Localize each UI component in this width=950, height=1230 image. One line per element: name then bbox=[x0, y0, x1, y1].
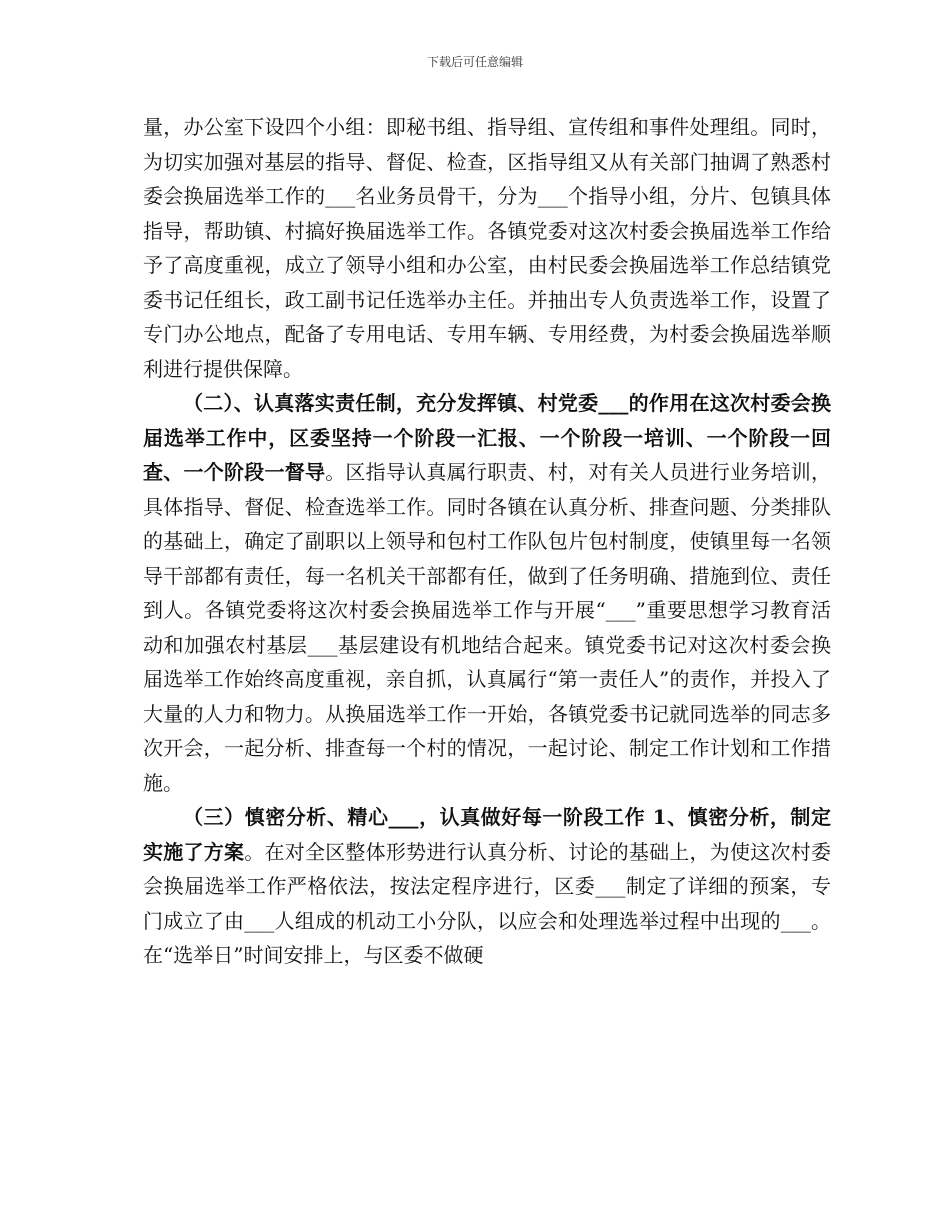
paragraph-continuation bbox=[143, 110, 831, 386]
paragraph-text: 量，办公室下设四个小组：即秘书组、指导组、宣传组和事件处理组。同时，为切实加强对基层的指导、督促、检查，区指导组又从有关部门抽调了熟悉村委会换届选举工作的___名业务员骨干，分为___个指导小组，分片、包镇具体指导，帮助镇、村搞好换届选举工作。各镇党委对这次村委会换届选举工作给予了高度重视，成立了领导小组和办公室，由村民委会换届选举工作总结镇党委书记任组长，政工副书记任选举办主任。并抽出专人负责选举工作，设置了专门办公地点，配备了专用电话、专用车辆、专用经费，为村委会换届选举顺利进行提供保障。 bbox=[143, 115, 831, 381]
page-header: 下载后可任意编辑 bbox=[426, 55, 523, 69]
paragraph-heading: （三）慎密分析、精心___，认真做好每一阶段工作 1、慎密分析，制定实施了方案 bbox=[143, 805, 831, 864]
document-body bbox=[143, 110, 831, 973]
paragraph-text: 。区指导认真属行职责、村，对有关人员进行业务培训，具体指导、督促、检查选举工作。同时各镇在认真分析、排查问题、分类排队的基础上，确定了副职以上领导和包村工作队包片包村制度，使镇里每一名领导干部都有责任，每一名机关干部都有任，做到了任务明确、措施到位、责任到人。各镇党委将这次村委会换届选举工作与开展“___”重要思想学习教育活动和加强农村基层___基层建设有机地结合起来。镇党委书记对这次村委会换届选举工作始终高度重视，亲自抓，认真属行“第一责任人”的责作，并投入了大量的人力和物力。从换届选举工作一开始，各镇党委书记就同选举的同志多次开会，一起分析、排查每一个村的情况，一起讨论、制定工作计划和工作措施。 bbox=[143, 460, 832, 795]
paragraph-section-2 bbox=[143, 386, 831, 800]
paragraph-section-3 bbox=[143, 800, 831, 973]
paragraph-text: 。在对全区整体形势进行认真分析、讨论的基础上，为使这次村委会换届选举工作严格依法，按法定程序进行，区委___制定了详细的预案，专门成立了由___人组成的机动工小分队，以应会和处理选举过程中出现的___。在“选举日”时间安排上，与区委不做硬 bbox=[143, 839, 832, 967]
paragraph-heading: （二）、认真落实责任制，充分发挥镇、村党委___的作用在这次村委会换届选举工作中，区委坚持一个阶段一汇报、一个阶段一培训、一个阶段一回查、一个阶段一督导 bbox=[143, 391, 831, 484]
